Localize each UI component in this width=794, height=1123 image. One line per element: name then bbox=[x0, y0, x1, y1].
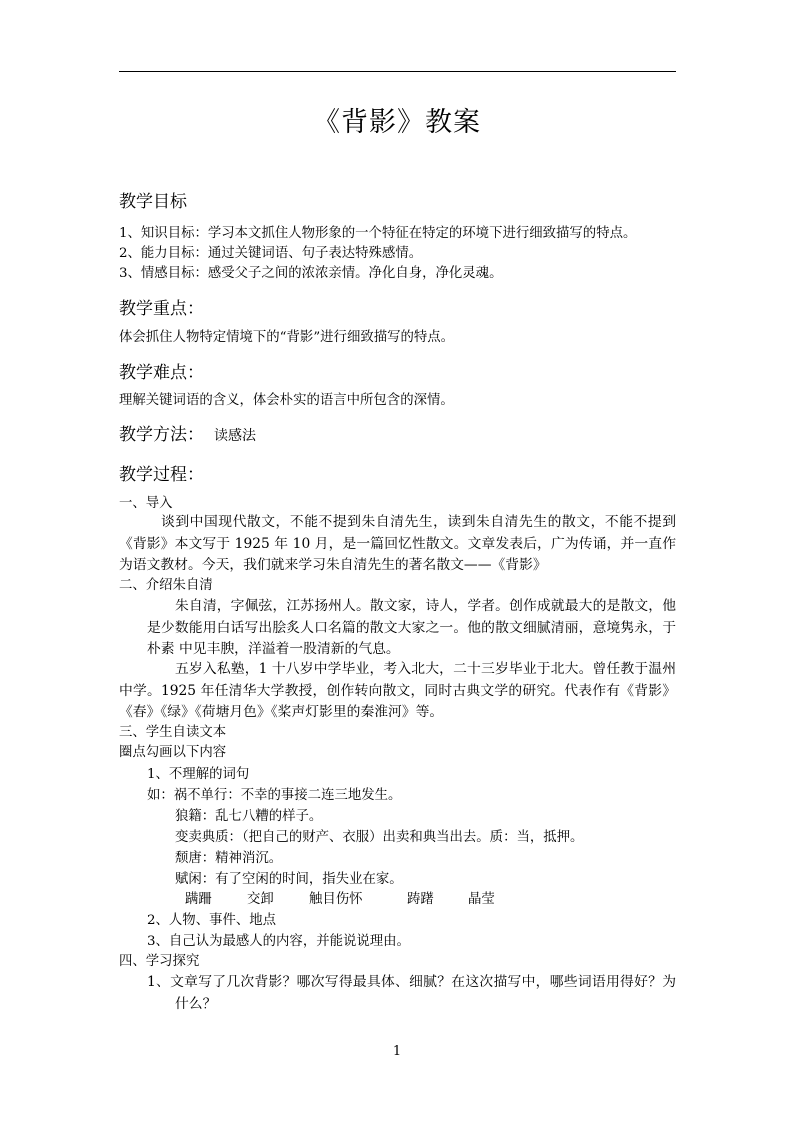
goal-item-2: 2、能力目标：通过关键词语、句子表达特殊感情。 bbox=[119, 246, 423, 261]
section-3-item-2: 2、人物、事件、地点 bbox=[147, 913, 277, 928]
example-5: 赋闲：有了空闲的时间，指失业在家。 bbox=[175, 872, 403, 887]
section-2-title: 二、介绍朱自清 bbox=[119, 578, 213, 593]
process-heading: 教学过程： bbox=[119, 465, 204, 485]
term-1: 蹒跚 bbox=[185, 892, 212, 907]
example-prefix: 如： bbox=[147, 788, 174, 803]
section-4-title: 四、学习探究 bbox=[119, 954, 200, 969]
example-2: 狼籍：乱七八糟的样子。 bbox=[175, 809, 323, 824]
term-3: 触目伤怀 bbox=[309, 892, 363, 907]
section-1-text: 谈到中国现代散文，不能不提到朱自清先生，读到朱自清先生的散文，不能不提到《背影》本文写于 1925 年 10 月，是一篇回忆性散文。文章发表后，广为传诵，并一直作为语文教材。今天，我们就来学习朱自清先生的著名散文——《背影》 bbox=[119, 514, 676, 573]
page-title: 《背影》教案 bbox=[313, 107, 481, 138]
term-5: 晶莹 bbox=[468, 892, 495, 907]
term-2: 交卸 bbox=[247, 892, 274, 907]
section-3-item-3: 3、自己认为最感人的内容，并能说说理由。 bbox=[147, 934, 410, 949]
example-1: 祸不单行：不幸的事接二连三地发生。 bbox=[173, 788, 402, 803]
term-4: 踌躇 bbox=[407, 892, 434, 907]
difficulty-text: 理解关键词语的含义，体会朴实的语言中所包含的深情。 bbox=[119, 393, 454, 408]
section-2-paragraph-1: 朱自清，字佩弦，江苏扬州人。散文家，诗人，学者。创作成就最大的是散文，他是少数能用白话写出脍炙人口名篇的散文大家之一。他的散文细腻清丽，意境隽永，于朴素 中见丰腴，洋溢着一股清新的气息。 bbox=[147, 598, 676, 657]
example-3: 变卖典质：（把自己的财产、衣服）出卖和典当出去。质：当，抵押。 bbox=[175, 830, 584, 845]
goals-heading: 教学目标 bbox=[119, 192, 187, 212]
difficulty-heading: 教学难点： bbox=[119, 363, 204, 383]
goal-item-3: 3、情感目标：感受父子之间的浓浓亲情。净化自身，净化灵魂。 bbox=[119, 266, 503, 281]
section-3-title: 三、学生自读文本 bbox=[119, 725, 227, 740]
key-point-text: 体会抓住人物特定情境下的“背影”进行细致描写的特点。 bbox=[119, 330, 455, 345]
section-2-paragraph-2: 五岁入私塾，1 十八岁中学毕业，考入北大，二十三岁毕业于北大。曾任教于温州中学。1925 年任清华大学教授，创作转向散文，同时古典文学的研究。代表作有《背影》《春》《绿》《荷塘月色》《桨声灯影里的秦淮河》等。 bbox=[119, 661, 676, 720]
example-row-1 bbox=[147, 786, 401, 805]
section-3-item-1: 1、不理解的词句 bbox=[147, 767, 250, 782]
goal-item-1: 1、知识目标：学习本文抓住人物形象的一个特征在特定的环境下进行细致描写的特点。 bbox=[119, 226, 637, 241]
method-row bbox=[119, 420, 256, 445]
key-point-heading: 教学重点： bbox=[119, 299, 204, 319]
page-number: 1 bbox=[392, 1044, 402, 1059]
terms-row bbox=[185, 890, 495, 909]
example-4: 颓唐：精神消沉。 bbox=[175, 851, 283, 866]
section-1-title: 一、导入 bbox=[119, 496, 173, 511]
section-4-question-1: 1、文章写了几次背影？哪次写得最具体、细腻？在这次描写中，哪些词语用得好？为什么？ bbox=[147, 974, 676, 1012]
section-3-sub: 圈点勾画以下内容 bbox=[119, 745, 227, 760]
header-rule bbox=[119, 71, 676, 72]
method-value: 读感法 bbox=[214, 428, 256, 444]
method-heading: 教学方法： bbox=[119, 425, 204, 445]
